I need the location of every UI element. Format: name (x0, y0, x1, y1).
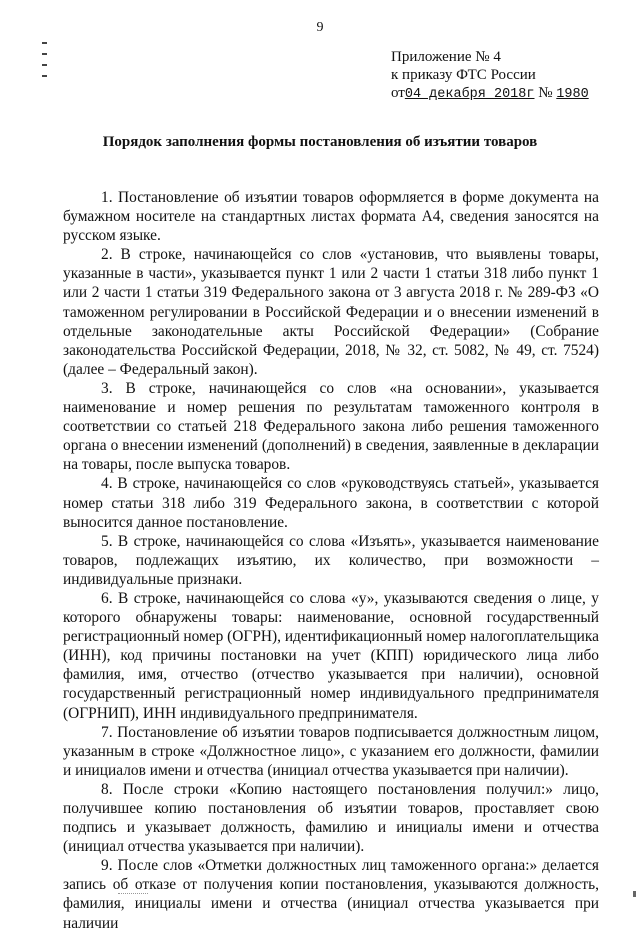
paragraph-4: 4. В строке, начинающейся со слов «руководствуясь статьей», указывается номер статьи 318 либо 319 Федерального закона, в соответствии с которой выносится данное постановление. (63, 475, 599, 531)
paragraph-3: 3. В строке, начинающейся со слов «на основании», указывается наименование и номер решения по результатам таможенного контроля в соответствии со статьей 218 Федерального закона либо решения таможенного органа о внесении изменений (дополнений) в сведения, заявленные в декларации на товары, после выпуска товаров. (63, 379, 599, 474)
appendix-title: Приложение № 4 (391, 49, 501, 65)
margin-tick (42, 42, 47, 44)
from-label: от (391, 85, 405, 101)
appendix-block (391, 48, 589, 104)
margin-tick (42, 64, 47, 66)
scan-specks (118, 893, 148, 896)
document-body (63, 188, 599, 933)
paragraph-6: 6. В строке, начинающейся со слова «у», указываются сведения о лице, у которого обнаружены товары: наименование, основной государственный регистрационный номер (ОГРН), идентификационный номер налогоплательщика (ИНН), код причины постановки на учет (КПП) юридического лица либо фамилия, имя, отчество (отчество указывается при наличии), основной государственный регистрационный номер индивидуального предпринимателя (ОГРНИП), ИНН индивидуального предпринимателя. (63, 589, 599, 722)
appendix-date-line (391, 84, 589, 104)
number-label: № (538, 85, 553, 101)
paragraph-9: 9. После слов «Отметки должностных лиц таможенного органа:» делается запись об отказе от получения копии постановления, указываются должность, фамилия, инициалы имени и отчества (инициал отчества указывается при наличии (63, 857, 599, 932)
order-date: 04 декабря 2018г (404, 87, 535, 102)
margin-tick (42, 53, 47, 55)
margin-tick (42, 75, 47, 77)
paragraph-5: 5. В строке, начинающейся со слова «Изъять», указывается наименование товаров, подлежащих изъятию, их количество, при возможности – индивидуальные признаки. (63, 532, 599, 588)
document-title: Порядок заполнения формы постановления об изъятии товаров (102, 134, 538, 150)
paragraph-2: 2. В строке, начинающейся со слов «установив, что выявлены товары, указанные в части», указывается пункт 1 или 2 части 1 статьи 318 либо пункт 1 или 2 части 1 статьи 319 Федерального закона от 3 августа 2018 г. № 289-ФЗ «О таможенном регулировании в Российской Федерации и о внесении изменений в отдельные законодательные акты Российской Федерации» (Собрание законодательства Российской Федерации, 2018, № 32, ст. 5082, № 49, ст. 7524) (далее – Федеральный закон). (63, 246, 599, 378)
paragraph-7: 7. Постановление об изъятии товаров подписывается должностным лицом, указанным в строке «Должностное лицо», с указанием его должности, фамилии и инициалов имени и отчества (инициал отчества указывается при наличии). (63, 723, 599, 779)
scan-corner-mark (633, 891, 636, 897)
appendix-order: к приказу ФТС России (391, 67, 536, 83)
paragraph-8: 8. После строки «Копию настоящего постановления получил:» лицо, получившее копию постановления об изъятии товаров, проставляет свою подпись и указывает должность, фамилию и инициалы имени и отчества (инициал отчества указывается при наличии). (63, 780, 599, 856)
margin-marks (42, 42, 50, 86)
paragraph-1: 1. Постановление об изъятии товаров оформляется в форме документа на бумажном носителе на стандартных листах формата А4, сведения заносятся на русском языке. (63, 189, 599, 245)
page-number: 9 (316, 20, 324, 35)
order-number: 1980 (556, 87, 589, 102)
